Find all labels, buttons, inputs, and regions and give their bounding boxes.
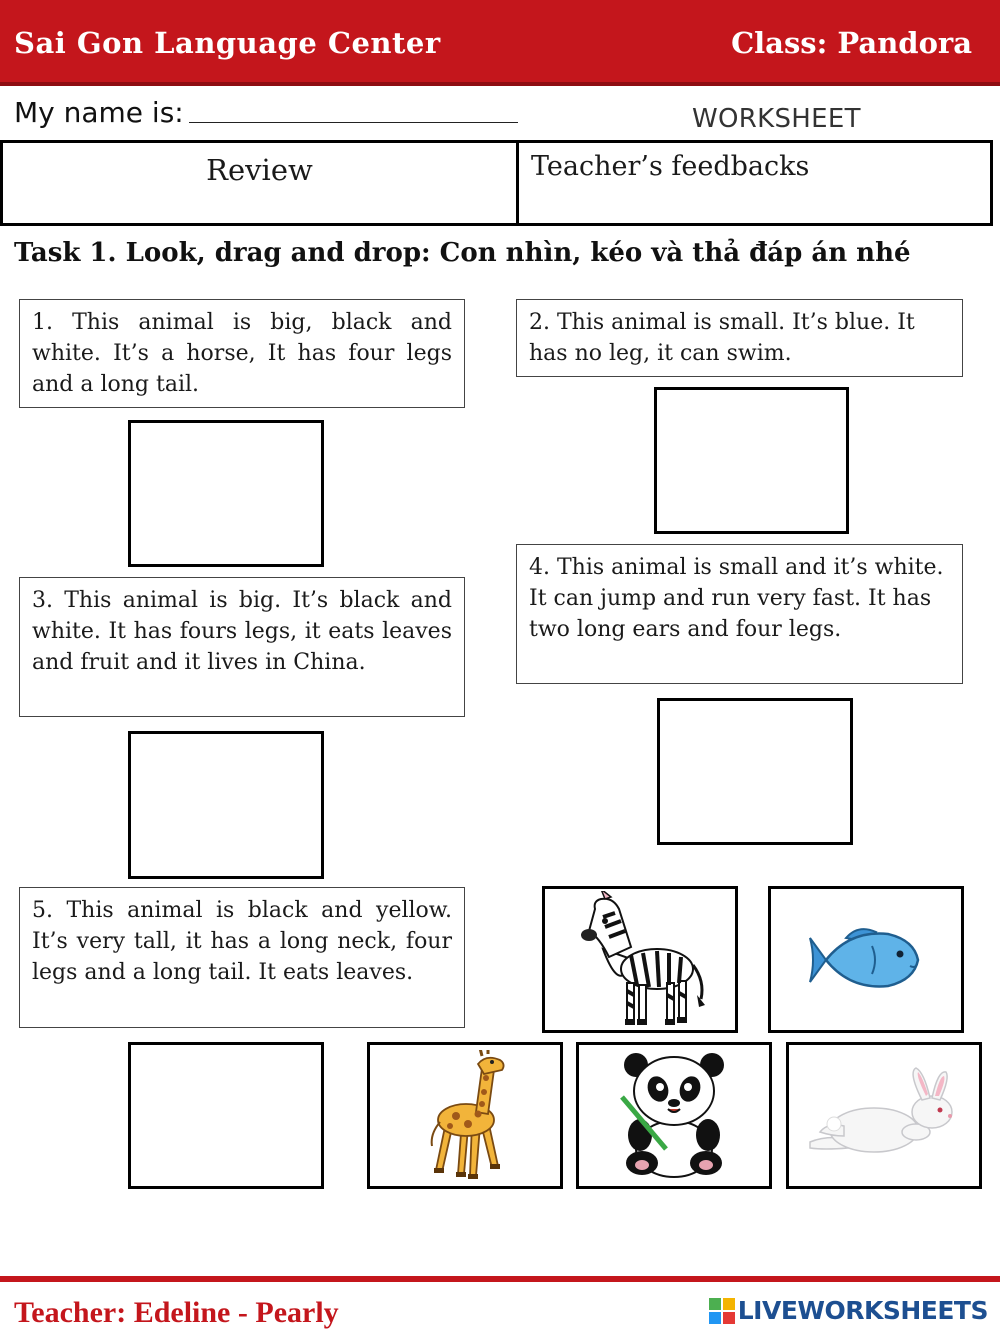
giraffe-icon: [420, 1050, 510, 1182]
drop-zone-2[interactable]: [654, 387, 849, 534]
zebra-card[interactable]: [542, 886, 738, 1033]
rabbit-card[interactable]: [786, 1042, 982, 1189]
page-header: [0, 0, 1000, 86]
drop-zone-5[interactable]: [128, 1042, 324, 1189]
review-table: [0, 140, 993, 226]
drop-zone-4[interactable]: [657, 698, 853, 845]
task-title: Task 1. Look, drag and drop: Con nhìn, kéo và thả đáp án nhé: [14, 238, 911, 268]
question-4: 4. This animal is small and it’s white. It can jump and run very fast. It has two long ears and four legs.: [516, 544, 963, 684]
question-1: 1. This animal is big, black and white. It’s a horse, It has four legs and a long tail.: [19, 299, 465, 408]
teacher-name: Teacher: Edeline - Pearly: [14, 1296, 339, 1329]
fish-icon: [806, 920, 926, 1000]
panda-icon: [614, 1051, 734, 1181]
name-input-line[interactable]: [189, 122, 518, 123]
class-name: Class: Pandora: [731, 26, 972, 60]
feedback-cell: Teacher’s feedbacks: [531, 151, 810, 182]
question-3: 3. This animal is big. It’s black and white. It has fours legs, it eats leaves and fruit and it lives in China.: [19, 577, 465, 717]
question-2: 2. This animal is small. It’s blue. It has no leg, it can swim.: [516, 299, 963, 377]
rabbit-icon: [804, 1066, 964, 1166]
question-5: 5. This animal is black and yellow. It’s very tall, it has a long neck, four legs and a long tail. It eats leaves.: [19, 887, 465, 1028]
worksheet-label: WORKSHEET: [692, 104, 861, 134]
footer-divider: [0, 1276, 1000, 1282]
review-cell: Review: [3, 143, 519, 223]
liveworksheets-logo-icon: [709, 1298, 735, 1324]
fish-card[interactable]: [768, 886, 964, 1033]
name-label: My name is:: [14, 96, 184, 129]
brand-text: LIVEWORKSHEETS: [737, 1296, 988, 1325]
school-name: Sai Gon Language Center: [14, 26, 441, 60]
drop-zone-1[interactable]: [128, 420, 324, 567]
panda-card[interactable]: [576, 1042, 772, 1189]
giraffe-card[interactable]: [367, 1042, 563, 1189]
drop-zone-3[interactable]: [128, 731, 324, 879]
zebra-icon: [565, 891, 715, 1029]
liveworksheets-brand[interactable]: [709, 1296, 988, 1325]
